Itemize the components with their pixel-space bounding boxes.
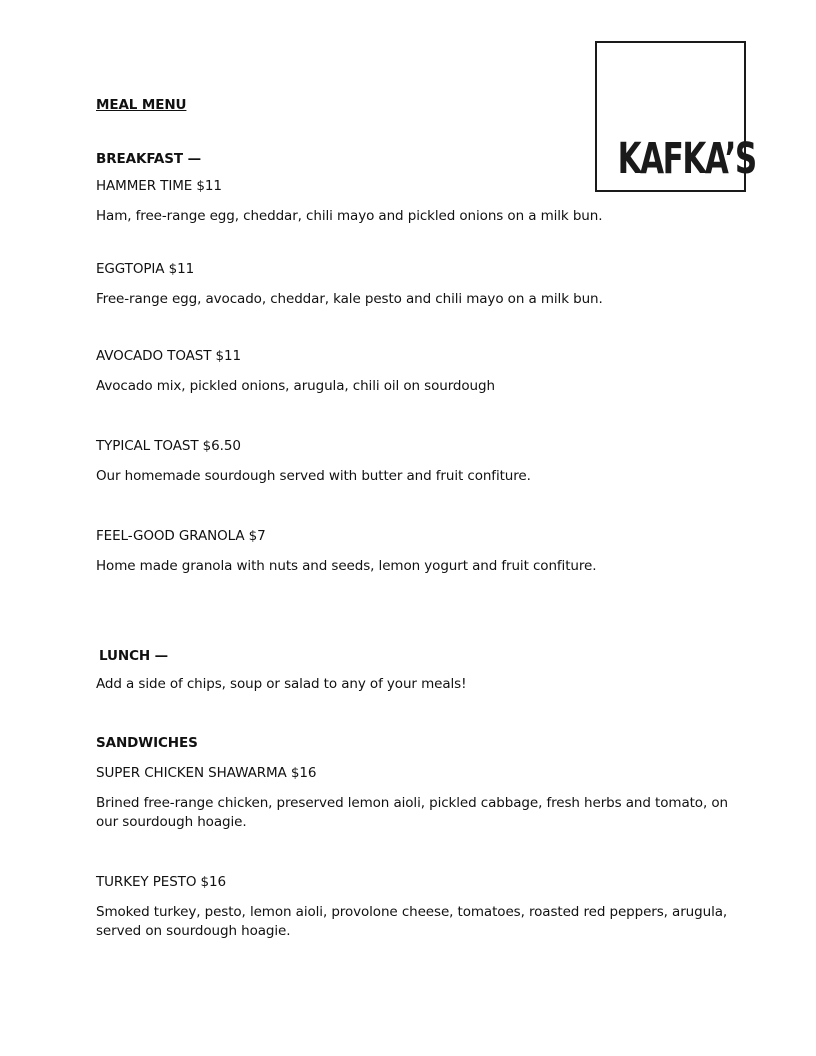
item-super-chicken-shawarma: SUPER CHICKEN SHAWARMA $16	[96, 765, 317, 781]
logo-text: KAFKA’S	[617, 134, 756, 184]
sandwiches-heading: SANDWICHES	[96, 735, 198, 751]
kafkas-logo	[595, 41, 756, 192]
item-typical-toast: TYPICAL TOAST $6.50	[96, 438, 241, 454]
item-super-chicken-shawarma-description: Brined free-range chicken, preserved lemon aioli, pickled cabbage, fresh herbs and tomato, on our sourdough hoagie.	[96, 795, 728, 830]
item-hammer-time-description: Ham, free-range egg, cheddar, chili mayo and pickled onions on a milk bun.	[96, 208, 603, 224]
item-turkey-pesto-description: Smoked turkey, pesto, lemon aioli, provolone cheese, tomatoes, roasted red peppers, arugula, served on sourdough hoagie.	[96, 904, 728, 939]
item-avocado-toast: AVOCADO TOAST $11	[96, 348, 242, 364]
menu-title: MEAL MENU	[96, 97, 187, 113]
item-eggtopia-description: Free-range egg, avocado, cheddar, kale pesto and chili mayo on a milk bun.	[96, 291, 603, 307]
item-feel-good-granola-description: Home made granola with nuts and seeds, lemon yogurt and fruit confiture.	[96, 558, 597, 574]
item-typical-toast-description: Our homemade sourdough served with butter and fruit confiture.	[96, 468, 531, 484]
item-hammer-time: HAMMER TIME $11	[96, 178, 222, 194]
item-avocado-toast-description: Avocado mix, pickled onions, arugula, chili oil on sourdough	[96, 378, 495, 394]
lunch-heading: LUNCH —	[99, 648, 169, 664]
breakfast-heading: BREAKFAST —	[96, 151, 201, 167]
lunch-note: Add a side of chips, soup or salad to any of your meals!	[96, 676, 467, 692]
item-eggtopia: EGGTOPIA $11	[96, 261, 195, 277]
item-turkey-pesto: TURKEY PESTO $16	[96, 874, 226, 890]
item-feel-good-granola: FEEL-GOOD GRANOLA $7	[96, 528, 266, 544]
